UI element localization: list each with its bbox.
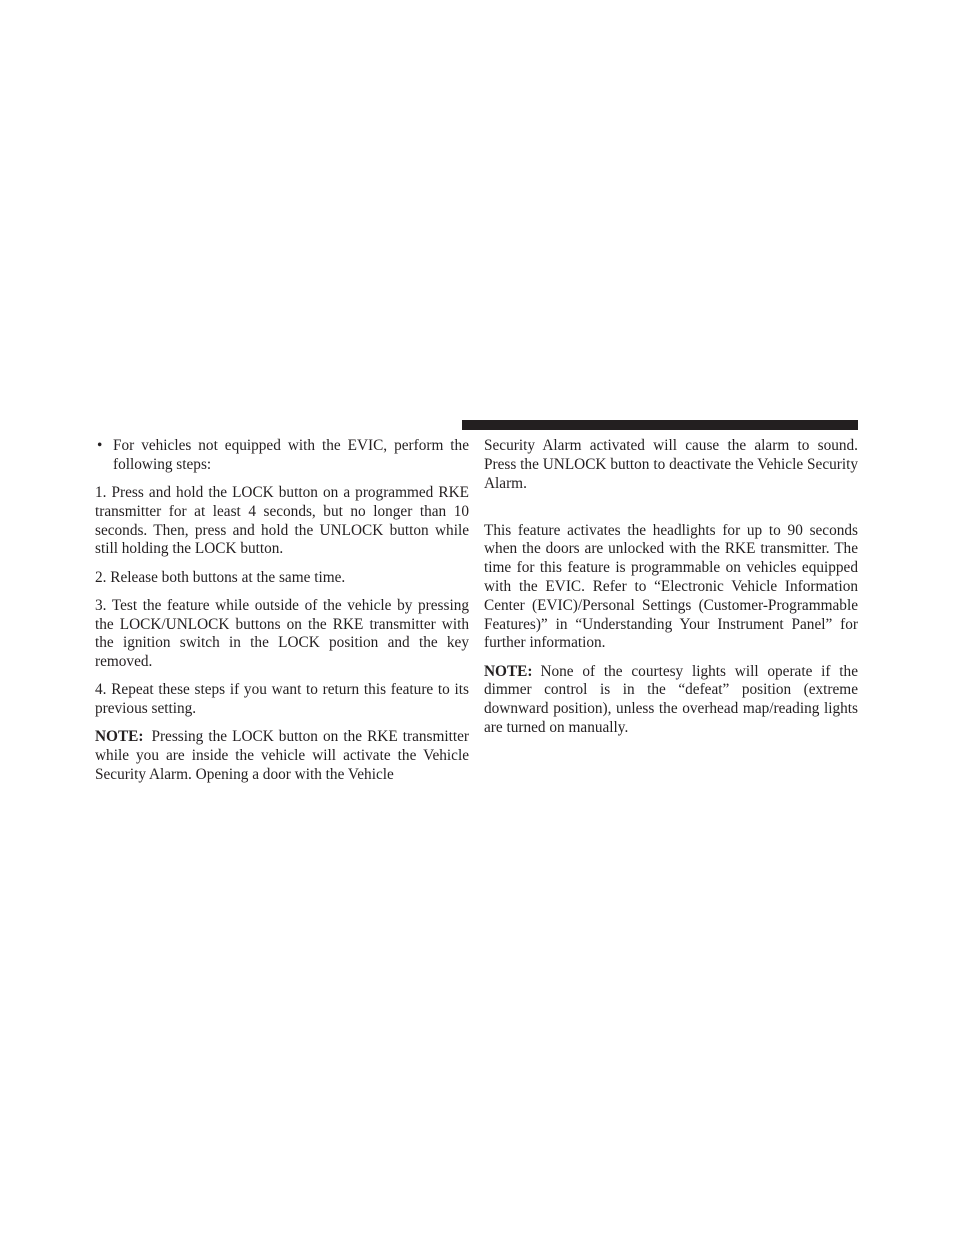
step-3: 3. Test the feature while outside of the vehicle by pressing the LOCK/UNLOCK buttons on the RKE transmitter with the ignition switch in the LOCK position and the key removed. <box>95 596 469 671</box>
step-2: 2. Release both buttons at the same time. <box>95 568 346 586</box>
step-4: 4. Repeat these steps if you want to return this feature to its previous setting. <box>95 681 469 718</box>
bullet-item <box>95 437 469 475</box>
left-column <box>95 437 469 794</box>
headlight-feature-paragraph: This feature activates the headlights for up to 90 seconds when the doors are unlocked with the RKE transmitter. The time for this feature is programmable on vehicles equipped with the EVIC. Refer to “Electronic Vehicle Information Center (EVIC)/Personal Settings (Customer-Programmable Features)” in “Understanding Your Instrument Panel” for further information. <box>484 521 858 652</box>
section-header-bar <box>462 420 858 430</box>
note-text: None of the courtesy lights will operate if the dimmer control is in the “defeat” position (extreme downward position), unless the overhead map/reading lights are turned on manually. <box>484 662 858 736</box>
note-courtesy-lights <box>484 663 858 738</box>
note-continued: Security Alarm activated will cause the alarm to sound. Press the UNLOCK button to deactivate the Vehicle Security Alarm. <box>484 437 858 492</box>
section-gap <box>484 503 858 522</box>
note-text: Pressing the LOCK button on the RKE transmitter while you are inside the vehicle will activate the Vehicle Security Alarm. Opening a door with the Vehicle <box>95 728 469 783</box>
note-label: NOTE: <box>95 728 144 746</box>
step-1: 1. Press and hold the LOCK button on a programmed RKE transmitter for at least 4 seconds, but no longer than 10 seconds. Then, press and hold the UNLOCK button while still holding the LOCK button. <box>95 483 469 558</box>
note-label: NOTE: <box>484 662 533 680</box>
bullet-text: For vehicles not equipped with the EVIC, perform the following steps: <box>113 437 469 473</box>
bullet-mark: • <box>97 437 103 454</box>
right-column <box>484 437 858 747</box>
note-lock-alarm <box>95 728 469 784</box>
